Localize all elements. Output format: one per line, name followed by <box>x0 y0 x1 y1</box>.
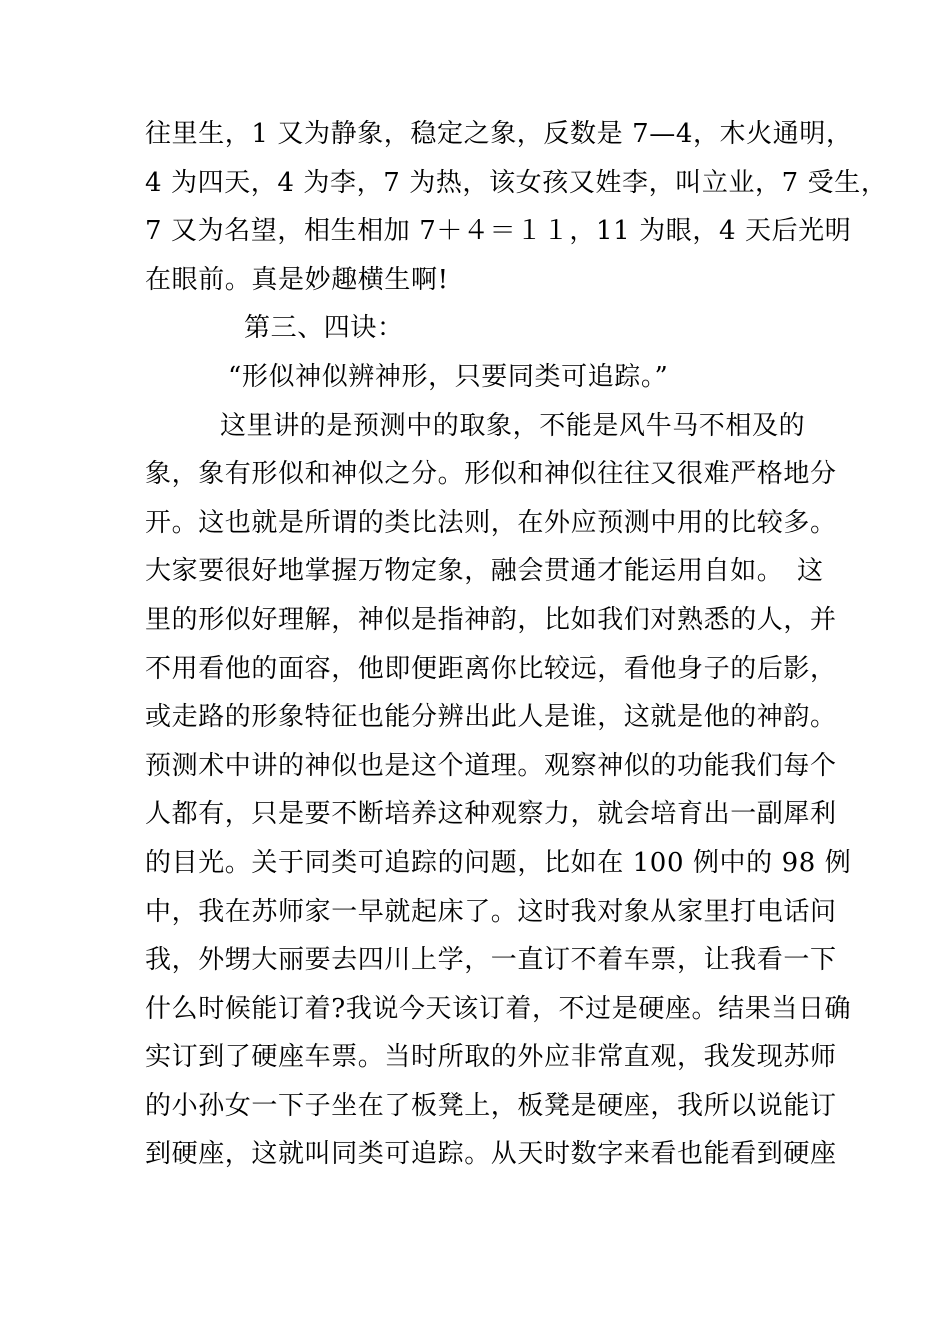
text-line: 或走路的形象特征也能分辨出此人是谁，这就是他的神韵。 <box>145 702 837 733</box>
text-line: 往里生，1 又为静象，稳定之象，反数是 7—4，木火通明， <box>145 119 853 149</box>
text-line: 人都有，只是要不断培养这种观察力，就会培育出一副犀利 <box>145 799 837 830</box>
section-heading: 第三、四诀： <box>244 313 404 344</box>
text-line: 预测术中讲的神似也是这个道理。观察神似的功能我们每个 <box>145 750 837 781</box>
text-line: 什么时候能订着?我说今天该订着，不过是硬座。结果当日确 <box>145 993 852 1024</box>
text-line: 的小孙女一下子坐在了板凳上，板凳是硬座，我所以说能订 <box>145 1090 837 1121</box>
text-line: 大家要很好地掌握万物定象，融会贯通才能运用自如。 这 <box>145 556 824 587</box>
text-line: 4 为四天，4 为李，7 为热，该女孩又姓李，叫立业，7 受生， <box>145 167 888 198</box>
text-line: 实订到了硬座车票。当时所取的外应非常直观，我发现苏师 <box>145 1042 837 1073</box>
text-line: 里的形似好理解，神似是指神韵，比如我们对熟悉的人，并 <box>145 604 837 635</box>
text-line: 中，我在苏师家一早就起床了。这时我对象从家里打电话问 <box>145 896 837 927</box>
text-line: 7 又为名望，相生相加 7＋４＝１１，11 为眼，4 天后光明 <box>145 216 852 247</box>
text-line: 开。这也就是所谓的类比法则，在外应预测中用的比较多。 <box>145 507 837 538</box>
text-line: 到硬座，这就叫同类可追踪。从天时数字来看也能看到硬座 <box>145 1139 837 1170</box>
text-line: 象，象有形似和神似之分。形似和神似往往又很难严格地分 <box>145 459 837 490</box>
text-line: 这里讲的是预测中的取象，不能是风牛马不相及的 <box>220 410 806 441</box>
text-line: 的目光。关于同类可追踪的问题，比如在 100 例中的 98 例 <box>145 847 852 878</box>
text-line: 不用看他的面容，他即便距离你比较远，看他身子的后影， <box>145 653 837 684</box>
body-text <box>145 110 888 1179</box>
verse-quote: “形似神似辨神形，只要同类可追踪。” <box>228 361 669 392</box>
text-line: 我，外甥大丽要去四川上学，一直订不着车票，让我看一下 <box>145 945 837 976</box>
text-line: 在眼前。真是妙趣横生啊! <box>145 264 449 295</box>
